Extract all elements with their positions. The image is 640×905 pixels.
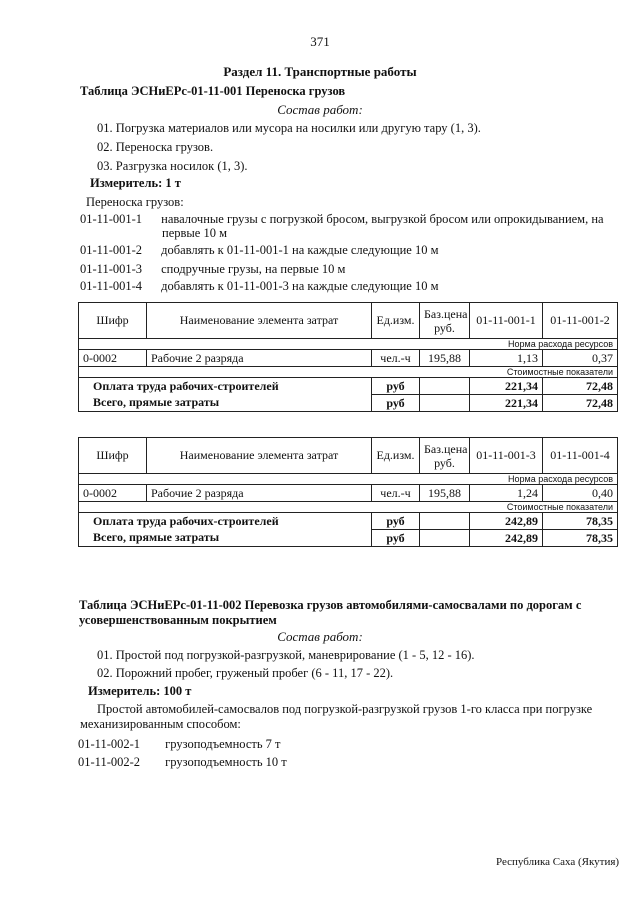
total-label: Всего, прямые затраты [79,395,372,412]
table-header-row [79,438,618,474]
col-header: Баз.цена руб. [420,303,470,339]
table2-intro: Простой автомобилей-самосвалов под погрузкой-разгрузкой грузов 1-го класса при погрузке [97,702,593,716]
table2-work-1: 01. Простой под погрузкой-разгрузкой, маневрирование (1 - 5, 12 - 16). [97,648,475,662]
item-01-11-001-4 [80,279,439,294]
item-text: грузоподъемность 10 т [165,755,287,769]
cell-code: 0-0002 [79,485,147,502]
pay-value: 72,48 [543,378,618,395]
norm-label-row [79,474,618,485]
cell-price: 195,88 [420,485,470,502]
table2-work-2: 02. Порожний пробег, груженый пробег (6 - 11, 17 - 22). [97,666,394,680]
total-unit: руб [372,530,420,547]
col-header: Шифр [79,438,147,474]
cost-label: Стоимостные показатели [79,367,618,378]
item-code: 01-11-002-2 [78,755,141,769]
empty-cell [420,395,470,412]
norm-label: Норма расхода ресурсов [79,339,618,350]
cell-code: 0-0002 [79,350,147,367]
item-code: 01-11-002-1 [78,737,141,751]
cell-value: 0,37 [543,350,618,367]
table-row [79,395,618,412]
cell-unit: чел.-ч [372,350,420,367]
pay-label: Оплата труда рабочих-строителей [79,378,372,395]
cost-label: Стоимостные показатели [79,502,618,513]
item-code: 01-11-001-1 [80,212,143,226]
table1-work-2: 02. Переноска грузов. [97,140,214,154]
pay-label: Оплата труда рабочих-строителей [79,513,372,530]
item-01-11-001-1-cont: первые 10 м [162,226,227,240]
pay-unit: руб [372,513,420,530]
item-code: 01-11-001-3 [80,262,143,276]
pay-value: 242,89 [470,513,543,530]
col-header: Ед.изм. [372,438,420,474]
empty-cell [420,530,470,547]
item-text: грузоподъемность 7 т [165,737,281,751]
table-row [79,485,618,502]
footer-region: Республика Саха (Якутия) [496,856,620,868]
cell-value: 1,24 [470,485,543,502]
item-code: 01-11-001-2 [80,243,143,257]
table1-works-heading: Состав работ: [277,102,363,117]
table-row [79,378,618,395]
total-unit: руб [372,395,420,412]
total-value: 221,34 [470,395,543,412]
col-header: 01-11-001-3 [470,438,543,474]
col-header: Шифр [79,303,147,339]
item-code: 01-11-001-4 [80,279,143,293]
cell-name: Рабочие 2 разряда [147,485,372,502]
table2-works-heading: Состав работ: [277,629,363,644]
resource-table-a [78,302,618,412]
cell-price: 195,88 [420,350,470,367]
col-header: 01-11-001-2 [543,303,618,339]
col-header: 01-11-001-1 [470,303,543,339]
cell-value: 1,13 [470,350,543,367]
total-value: 72,48 [543,395,618,412]
table2-meter: Измеритель: 100 т [88,684,192,698]
page-number: 371 [310,34,330,49]
section-title: Раздел 11. Транспортные работы [223,64,417,79]
cell-name: Рабочие 2 разряда [147,350,372,367]
item-01-11-002-1 [78,737,281,752]
table1-work-1: 01. Погрузка материалов или мусора на носилки или другую тару (1, 3). [97,121,481,135]
item-01-11-001-3 [80,262,345,277]
total-value: 78,35 [543,530,618,547]
table-header-row [79,303,618,339]
pay-unit: руб [372,378,420,395]
table2-title-cont: усовершенствованным покрытием [79,613,277,627]
item-01-11-002-2 [78,755,287,770]
item-text: навалочные грузы с погрузкой бросом, выгрузкой бросом или опрокидыванием, на [161,212,604,226]
item-text: добавлять к 01-11-001-3 на каждые следующие 10 м [161,279,439,293]
pay-value: 78,35 [543,513,618,530]
col-header: Наименование элемента затрат [147,303,372,339]
empty-cell [420,378,470,395]
item-01-11-001-2 [80,243,439,258]
cost-label-row [79,502,618,513]
table1-intro: Переноска грузов: [86,195,184,209]
table1-meter: Измеритель: 1 т [90,176,181,190]
table1-title: Таблица ЭСНиЕРс-01-11-001 Переноска грузов [80,84,346,98]
col-header: Наименование элемента затрат [147,438,372,474]
norm-label-row [79,339,618,350]
total-value: 242,89 [470,530,543,547]
cell-unit: чел.-ч [372,485,420,502]
resource-table-b [78,437,618,547]
item-text: сподручные грузы, на первые 10 м [161,262,346,276]
table2-intro-cont: механизированным способом: [80,717,241,731]
table-row [79,530,618,547]
col-header: Баз.цена руб. [420,438,470,474]
pay-value: 221,34 [470,378,543,395]
item-01-11-001-1 [80,212,604,227]
empty-cell [420,513,470,530]
table-row [79,350,618,367]
cost-label-row [79,367,618,378]
norm-label: Норма расхода ресурсов [79,474,618,485]
table2-title: Таблица ЭСНиЕРс-01-11-002 Перевозка грузов автомобилями-самосвалами по дорогам с [79,598,582,612]
item-text: добавлять к 01-11-001-1 на каждые следующие 10 м [161,243,439,257]
col-header: Ед.изм. [372,303,420,339]
cell-value: 0,40 [543,485,618,502]
col-header: 01-11-001-4 [543,438,618,474]
table1-work-3: 03. Разгрузка носилок (1, 3). [97,159,248,173]
table-row [79,513,618,530]
total-label: Всего, прямые затраты [79,530,372,547]
